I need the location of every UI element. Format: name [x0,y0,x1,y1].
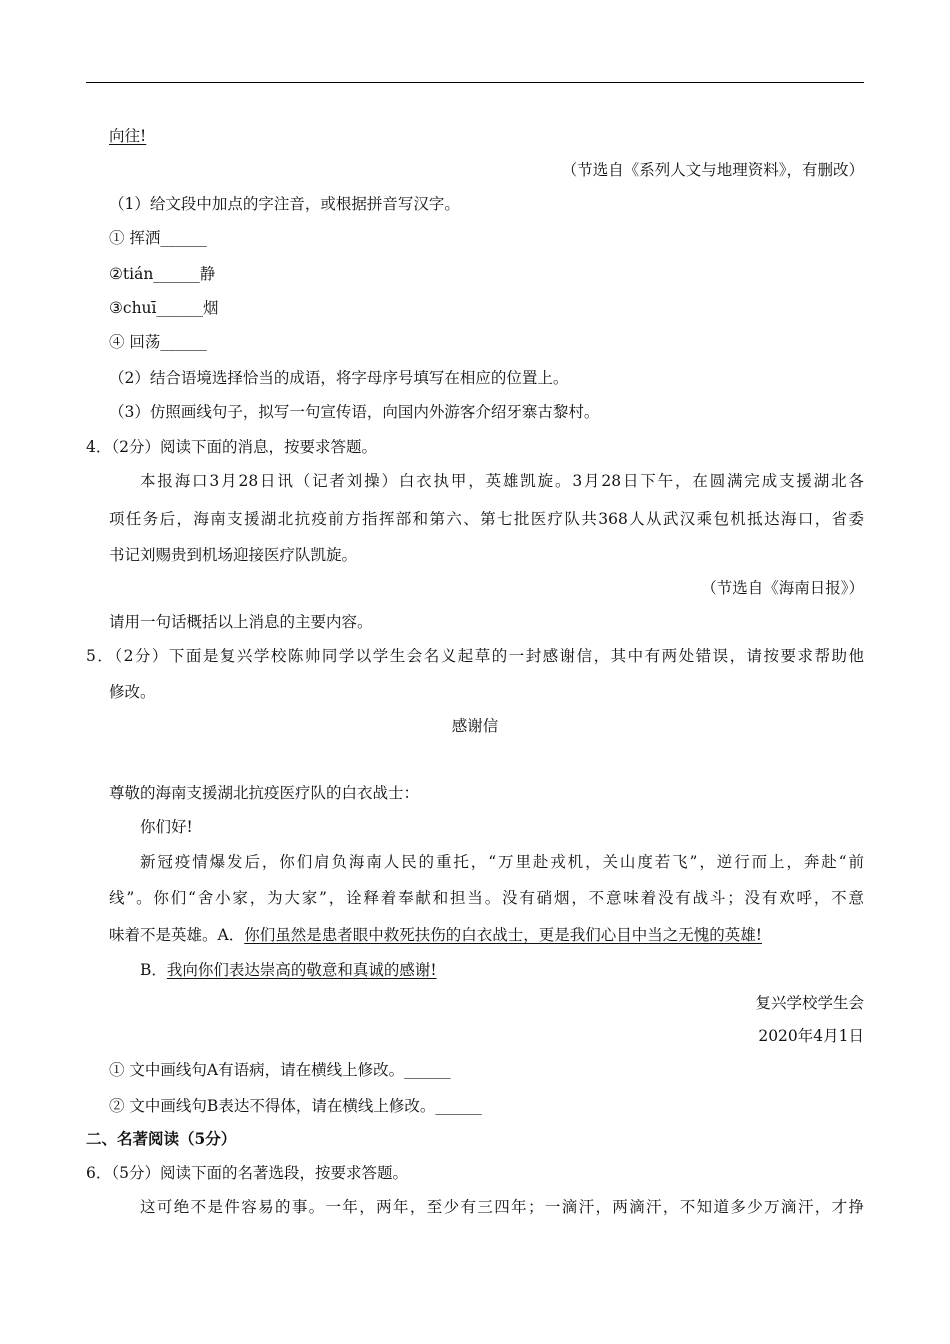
sentence-a-label: 味着不是英雄。A． [109,926,245,944]
letter-body-line-3 [109,925,762,945]
q4-para-line-1: 本报海口3月28日讯（记者刘操）白衣执甲，英雄凯旋。3月28日下午，在圆满完成支援湖北各 [140,472,864,490]
letter-signature: 复兴学校学生会 [755,994,864,1012]
section-heading: 二、名著阅读（5分） [86,1129,237,1148]
letter-title: 感谢信 [451,717,499,735]
q3-sub1-item-2: ②tián______静 [109,265,216,283]
sentence-b-underlined: 我向你们表达崇高的敬意和真诚的感谢! [166,961,437,979]
prev-source: （节选自《系列人文与地理资料》，有删改） [561,161,864,179]
q6-para-line-1: 这可绝不是件容易的事。一年，两年，至少有三四年；一滴汗，两滴汗，不知道多少万滴汗，才挣 [140,1198,864,1216]
q3-sub1-item-1: ① 挥洒______ [109,229,207,247]
q4-stem: 4．（2分）阅读下面的消息，按要求答题。 [86,438,377,456]
q3-sub1-item-4: ④ 回荡______ [109,333,207,351]
q5-stem-line-2: 修改。 [109,683,156,701]
letter-salutation: 尊敬的海南支援湖北抗疫医疗队的白衣战士： [109,784,420,802]
letter-body-line-4 [140,960,437,980]
q5-sub1: ① 文中画线句A有语病，请在横线上修改。______ [109,1061,451,1079]
q4-para-line-3: 书记刘赐贵到机场迎接医疗队凯旋。 [109,546,358,564]
q5-sub2: ② 文中画线句B表达不得体，请在横线上修改。______ [109,1097,482,1115]
letter-greeting: 你们好! [140,818,193,836]
sentence-a-underlined: 你们虽然是患者眼中救死扶伤的白衣战士，更是我们心目中当之无愧的英雄! [244,926,762,944]
sentence-b-label: B． [140,961,167,979]
letter-body-line-1: 新冠疫情爆发后，你们肩负海南人民的重托，“万里赴戎机，关山度若飞”，逆行而上，奔赴“前 [140,853,864,871]
prev-continuation: 向往! [109,127,147,145]
header-rule [86,82,864,83]
letter-date: 2020年4月1日 [758,1027,864,1045]
q4-para-line-2: 项任务后，海南支援湖北抗疫前方指挥部和第六、第七批医疗队共368人从武汉乘包机抵达海口，省委 [109,510,864,528]
q3-sub1-item-3: ③chuī______烟 [109,299,219,317]
q3-sub3: （3）仿照画线句子，拟写一句宣传语，向国内外游客介绍牙寨古黎村。 [109,403,600,421]
letter-body-line-2: 线”。你们“舍小家，为大家”，诠释着奉献和担当。没有硝烟，不意味着没有战斗；没有欢呼，不意 [109,889,864,907]
q4-ask: 请用一句话概括以上消息的主要内容。 [109,613,373,631]
q5-stem-line-1: 5．（2分）下面是复兴学校陈帅同学以学生会名义起草的一封感谢信，其中有两处错误，请按要求帮助他 [86,647,864,665]
q4-source: （节选自《海南日报》） [701,579,864,597]
q3-sub1: （1）给文段中加点的字注音，或根据拼音写汉字。 [109,195,460,213]
q6-stem: 6．（5分）阅读下面的名著选段，按要求答题。 [86,1164,408,1182]
q3-sub2: （2）结合语境选择恰当的成语，将字母序号填写在相应的位置上。 [109,369,569,387]
